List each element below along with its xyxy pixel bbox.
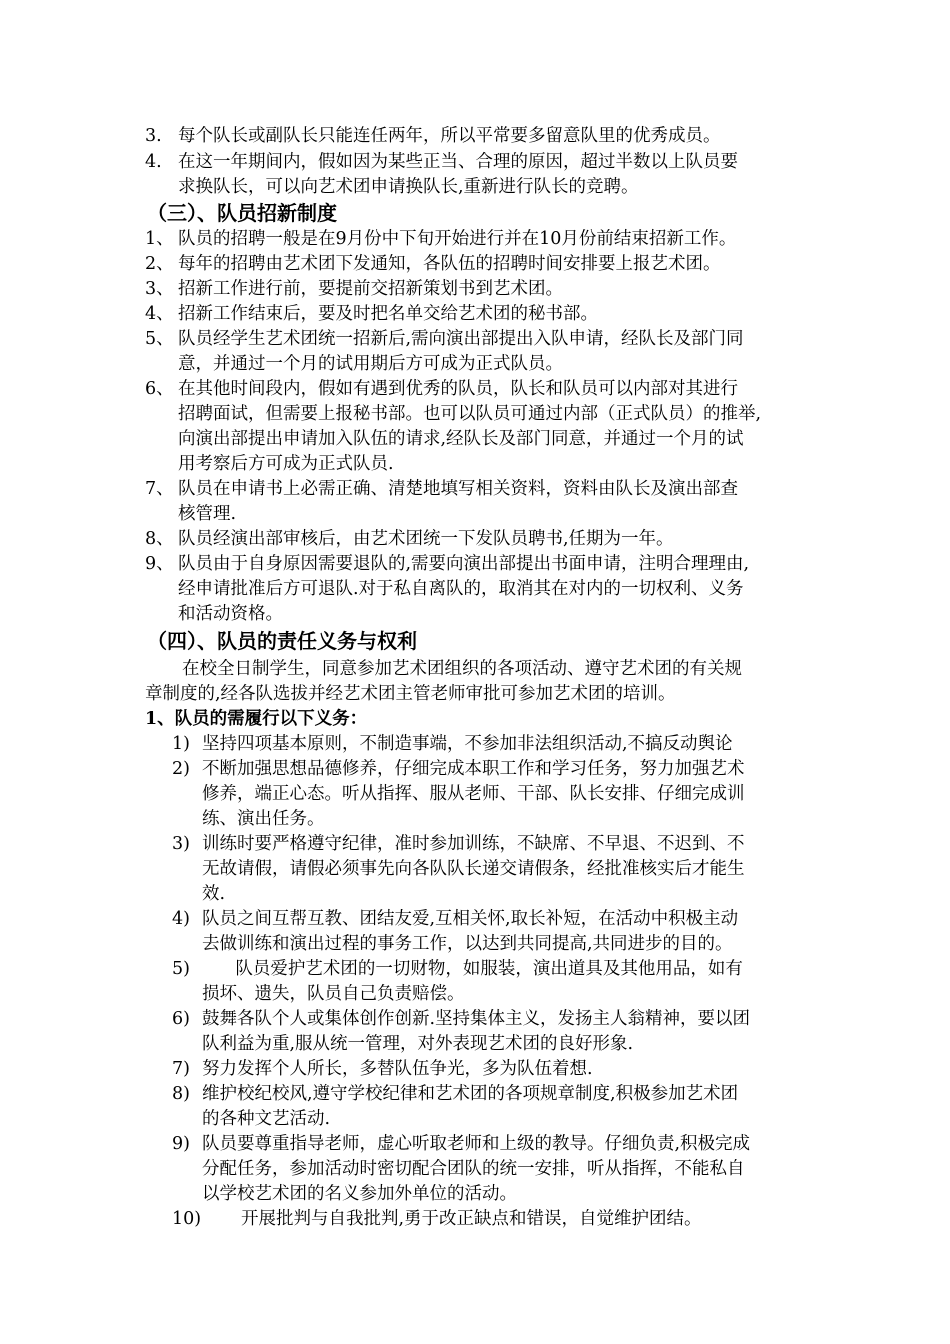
list-item: [145, 327, 744, 352]
item-text: 招新工作结束后，要及时把名单交给艺术团的秘书部。: [178, 304, 598, 324]
list-item: [172, 757, 745, 782]
item-continuation: 效.: [202, 884, 226, 904]
list-item: [172, 1057, 593, 1082]
section-heading: （三）、队员招新制度: [147, 201, 337, 225]
paragraph-line: 在校全日制学生，同意参加艺术团组织的各项活动、遵守艺术团的有关规: [182, 659, 742, 679]
item-number: 8、: [145, 529, 174, 549]
item-text: 招新工作进行前，要提前交招新策划书到艺术团。: [178, 279, 563, 299]
list-item: [172, 832, 745, 857]
item-number: 6、: [145, 379, 174, 399]
item-continuation: 向演出部提出申请加入队伍的请求,经队长及部门同意，并通过一个月的试: [178, 429, 744, 449]
list-item: [172, 907, 738, 932]
paragraph-line: 章制度的,经各队选拔并经艺术团主管老师审批可参加艺术团的培训。: [145, 684, 676, 704]
list-item: [145, 527, 674, 552]
list-item: [172, 732, 733, 757]
item-text: 训练时要严格遵守纪律，准时参加训练，不缺席、不早退、不迟到、不: [202, 834, 745, 854]
item-number: 7、: [145, 479, 174, 499]
subsection-heading: 1、队员的需履行以下义务：: [145, 709, 368, 729]
item-number: 2、: [145, 254, 174, 274]
item-text: 队员由于自身原因需要退队的,需要向演出部提出书面申请，注明合理理由,: [178, 554, 750, 574]
list-item: [145, 477, 738, 502]
item-text: 队员要尊重指导老师，虚心听取老师和上级的教导。仔细负责,积极完成: [202, 1134, 751, 1154]
item-number: 3): [172, 834, 190, 854]
list-item: [145, 552, 749, 577]
item-number: 5): [172, 959, 190, 979]
list-item: [172, 1007, 750, 1032]
item-text: 队员爱护艺术团的一切财物，如服装，演出道具及其他用品，如有: [202, 959, 743, 979]
list-item: [145, 150, 738, 175]
item-continuation: 和活动资格。: [178, 604, 283, 624]
item-number: 2): [172, 759, 190, 779]
item-continuation: 核管理.: [178, 504, 237, 524]
item-continuation: 以学校艺术团的名义参加外单位的活动。: [202, 1184, 517, 1204]
item-number: 3、: [145, 279, 174, 299]
item-continuation: 分配任务，参加活动时密切配合团队的统一安排，听从指挥，不能私自: [202, 1159, 745, 1179]
item-number: 10): [172, 1209, 202, 1229]
list-item: [145, 302, 598, 327]
item-continuation: 练、演出任务。: [202, 809, 325, 829]
item-number: 5、: [145, 329, 174, 349]
item-text: 维护校纪校风,遵守学校纪律和艺术团的各项规章制度,积极参加艺术团: [202, 1084, 739, 1104]
item-number: 9): [172, 1134, 190, 1154]
item-number: 6): [172, 1009, 190, 1029]
list-item: [145, 377, 738, 402]
item-number: 4.: [145, 152, 162, 172]
item-text: 不断加强思想品德修养，仔细完成本职工作和学习任务，努力加强艺术: [202, 759, 745, 779]
item-text: 开展批判与自我批判,勇于改正缺点和错误，自觉维护团结。: [202, 1209, 702, 1229]
list-item: [145, 277, 563, 302]
item-text: 队员经演出部审核后，由艺术团统一下发队员聘书,任期为一年。: [178, 529, 674, 549]
item-number: 7): [172, 1059, 190, 1079]
item-continuation: 队利益为重,服从统一管理，对外表现艺术团的良好形象.: [202, 1034, 634, 1054]
item-text: 坚持四项基本原则，不制造事端，不参加非法组织活动,不搞反动舆论: [202, 734, 733, 754]
list-item: [145, 252, 721, 277]
item-number: 1、: [145, 229, 174, 249]
item-text: 队员的招聘一般是在9月份中下旬开始进行并在10月份前结束招新工作。: [178, 229, 737, 249]
item-number: 1): [172, 734, 190, 754]
list-item: [172, 957, 743, 982]
item-continuation: 用考察后方可成为正式队员.: [178, 454, 394, 474]
item-continuation: 意，并通过一个月的试用期后方可成为正式队员。: [178, 354, 563, 374]
list-item: [145, 124, 721, 149]
section-heading: （四）、队员的责任义务与权利: [147, 629, 417, 653]
item-text: 努力发挥个人所长，多替队伍争光，多为队伍着想.: [202, 1059, 593, 1079]
list-item: [172, 1207, 702, 1232]
item-number: 4、: [145, 304, 174, 324]
item-text: 队员在申请书上必需正确、清楚地填写相关资料，资料由队长及演出部查: [178, 479, 738, 499]
item-text: 在其他时间段内，假如有遇到优秀的队员，队长和队员可以内部对其进行: [178, 379, 738, 399]
item-continuation: 修养，端正心态。听从指挥、服从老师、干部、队长安排、仔细完成训: [202, 784, 745, 804]
item-continuation: 无故请假，请假必须事先向各队队长递交请假条，经批准核实后才能生: [202, 859, 745, 879]
item-continuation: 的各种文艺活动.: [202, 1109, 331, 1129]
list-item: [172, 1082, 738, 1107]
item-text: 队员经学生艺术团统一招新后,需向演出部提出入队申请，经队长及部门同: [178, 329, 744, 349]
item-number: 3.: [145, 126, 162, 146]
item-number: 8): [172, 1084, 190, 1104]
list-item: [172, 1132, 750, 1157]
item-text: 队员之间互帮互教、团结友爱,互相关怀,取长补短，在活动中积极主动: [202, 909, 739, 929]
item-continuation: 招聘面试，但需要上报秘书部。也可以队员可通过内部（正式队员）的推举,: [178, 404, 762, 424]
item-continuation: 损坏、遗失，队员自己负责赔偿。: [202, 984, 465, 1004]
item-continuation: 经申请批准后方可退队.对于私自离队的，取消其在对内的一切权利、义务: [178, 579, 744, 599]
item-text: 在这一年期间内，假如因为某些正当、合理的原因，超过半数以上队员要: [178, 152, 738, 172]
item-text: 每个队长或副队长只能连任两年，所以平常要多留意队里的优秀成员。: [178, 126, 721, 146]
item-text: 鼓舞各队个人或集体创作创新.坚持集体主义，发扬主人翁精神，要以团: [202, 1009, 751, 1029]
item-text: 每年的招聘由艺术团下发通知，各队伍的招聘时间安排要上报艺术团。: [178, 254, 721, 274]
item-continuation: 去做训练和演出过程的事务工作，以达到共同提高,共同进步的目的。: [202, 934, 733, 954]
item-continuation: 求换队长，可以向艺术团申请换队长,重新进行队长的竞聘。: [178, 177, 639, 197]
item-number: 9、: [145, 554, 174, 574]
list-item: [145, 227, 736, 252]
item-number: 4): [172, 909, 190, 929]
